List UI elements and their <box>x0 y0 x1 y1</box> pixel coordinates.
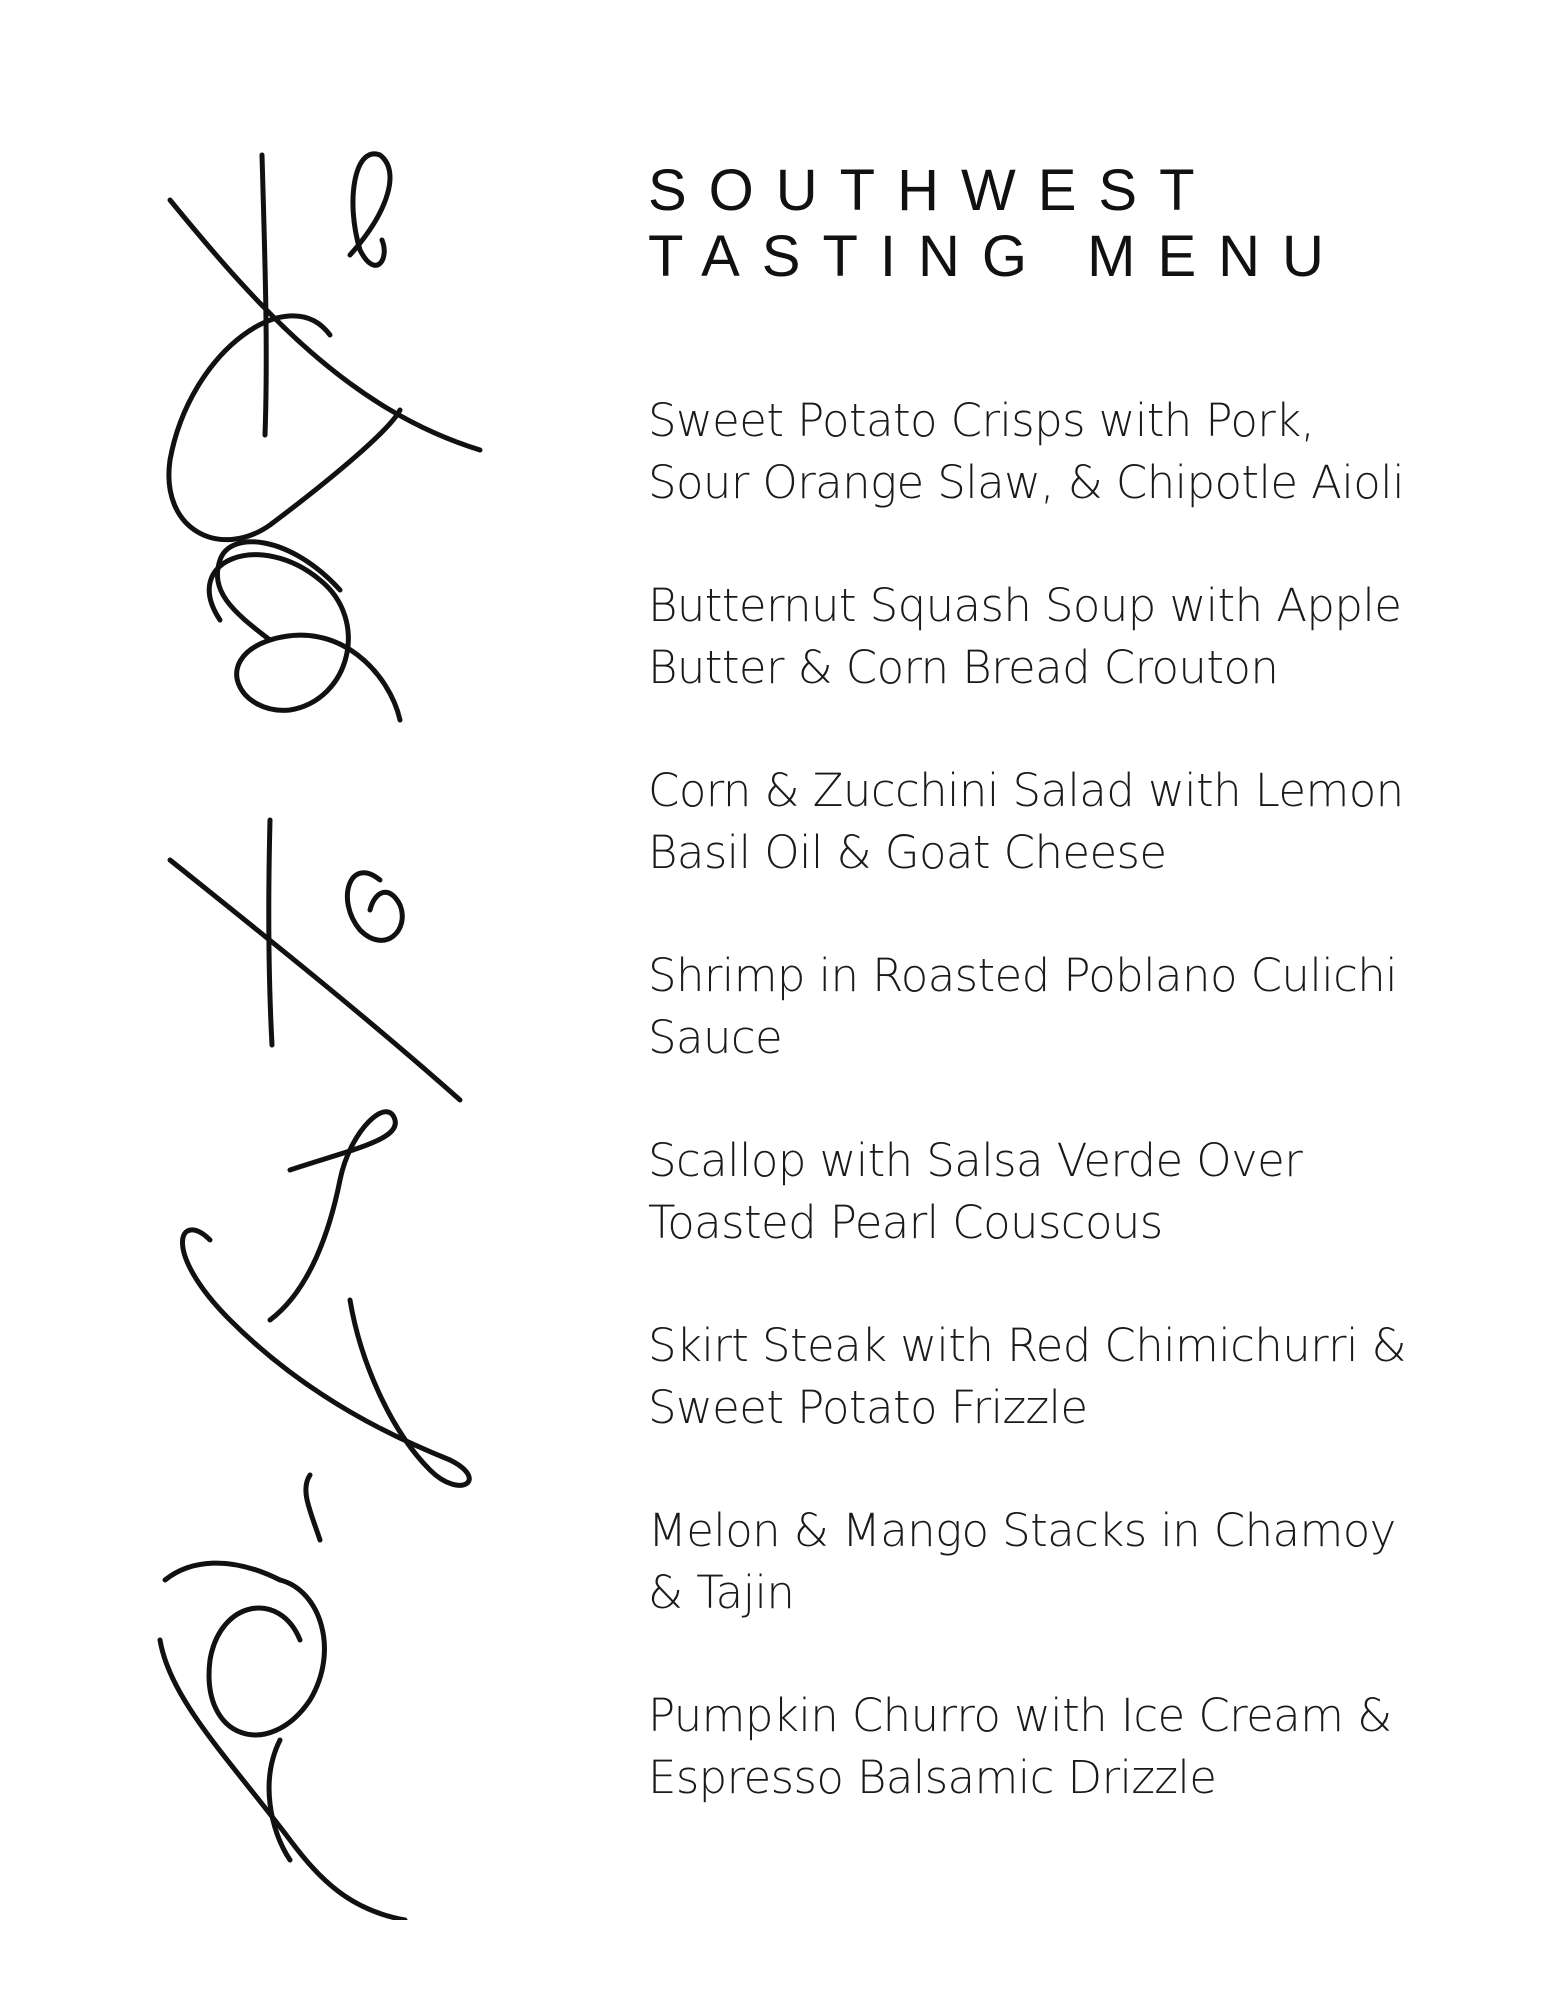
menu-item <box>648 1685 1508 1809</box>
menu-title <box>648 158 1508 290</box>
script-logo-signature <box>150 140 580 1920</box>
menu-title-line-2: TASTING MENU <box>648 224 1346 289</box>
menu-item-line-1: Corn & Zucchini Salad with Lemon <box>648 764 1404 817</box>
menu-item-line-1: Shrimp in Roasted Poblano Culichi <box>648 949 1398 1002</box>
menu-item-line-1: Scallop with Salsa Verde Over <box>648 1134 1303 1187</box>
menu-item <box>648 390 1508 514</box>
menu-item-line-2: & Tajin <box>648 1566 795 1619</box>
menu-item-line-1: Sweet Potato Crisps with Pork, <box>648 394 1315 447</box>
menu-item <box>648 1130 1508 1254</box>
menu-item-line-1: Pumpkin Churro with Ice Cream & <box>648 1689 1392 1742</box>
menu-item-line-2: Sweet Potato Frizzle <box>648 1381 1088 1434</box>
menu-item <box>648 945 1508 1069</box>
menu-item-line-2: Sauce <box>648 1011 783 1064</box>
menu-item <box>648 1500 1508 1624</box>
menu-item-line-2: Espresso Balsamic Drizzle <box>648 1751 1217 1804</box>
menu-item-line-2: Butter & Corn Bread Crouton <box>648 641 1279 694</box>
menu-item-line-1: Melon & Mango Stacks in Chamoy <box>648 1504 1396 1557</box>
menu-item <box>648 575 1508 699</box>
menu-item-line-2: Toasted Pearl Couscous <box>648 1196 1163 1249</box>
menu-item-line-2: Sour Orange Slaw, & Chipotle Aioli <box>648 456 1404 509</box>
menu-course-list <box>648 390 1508 1870</box>
menu-item-line-2: Basil Oil & Goat Cheese <box>648 826 1167 879</box>
menu-item <box>648 760 1508 884</box>
menu-item <box>648 1315 1508 1439</box>
menu-item-line-1: Butternut Squash Soup with Apple <box>648 579 1402 632</box>
menu-title-line-1: SOUTHWEST <box>648 158 1217 223</box>
menu-item-line-1: Skirt Steak with Red Chimichurri & <box>648 1319 1407 1372</box>
